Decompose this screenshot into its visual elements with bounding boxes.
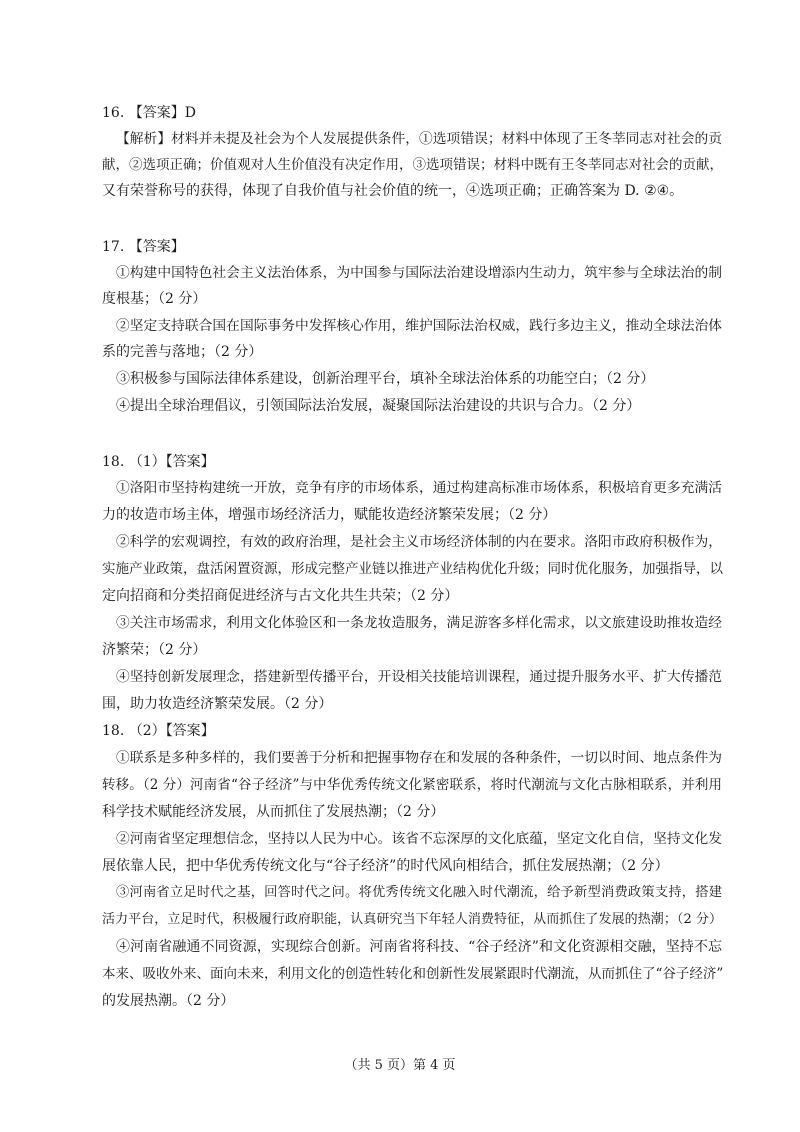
q18-1-line: 力的妆造市场主体，增强市场经济活力，赋能妆造经济繁荣发展；（2 分） bbox=[102, 507, 557, 523]
q18-1-line: ②科学的宏观调控，有效的政府治理，是社会主义市场经济体制的内在要求。洛阳市政府积极作为， bbox=[116, 534, 722, 550]
q18-2-line: 展依靠人民，把中华优秀传统文化与“谷子经济”的时代风向相结合，抓住发展热潮；（2 分） bbox=[102, 858, 669, 874]
q17-line: 度根基；（2 分） bbox=[102, 291, 207, 307]
q17-line: 系的完善与落地；（2 分） bbox=[102, 344, 263, 360]
q18-2-line: ②河南省坚定理想信念，坚持以人民为中心。该省不忘深厚的文化底蕴，坚定文化自信，坚持文化发 bbox=[116, 831, 722, 847]
q18-1-title: 18. （1）【答案】 bbox=[102, 454, 215, 470]
q16-line: 【解析】材料并未提及社会为个人发展提供条件，①选项错误；材料中体现了王冬莘同志对社会的贡 bbox=[116, 131, 722, 147]
q17-line: ③积极参与国际法律体系建设，创新治理平台，填补全球法治体系的功能空白；（2 分） bbox=[116, 371, 655, 387]
q18-2-line: ③河南省立足时代之基，回答时代之问。将优秀传统文化融入时代潮流，给予新型消费政策支持，搭建 bbox=[116, 885, 722, 900]
q18-1-line: 围，助力妆造经济繁荣发展。（2 分） bbox=[102, 696, 333, 712]
q18-2-line: 的发展热潮。（2 分） bbox=[102, 993, 235, 1009]
q18-1-line: 实施产业政策，盘活闲置资源，形成完整产业链以推进产业结构优化升级；同时优化服务，加强指导，以 bbox=[102, 561, 723, 577]
q18-2-line: 转移。（2 分）河南省“谷子经济”与中华优秀传统文化紧密联系，将时代潮流与文化古脉相联系，并利用 bbox=[102, 777, 722, 793]
q18-2-line: 本来、吸收外来、面向未来，利用文化的创造性转化和创新性发展紧跟时代潮流，从而抓住了“谷子经济” bbox=[102, 966, 724, 982]
q16-title: 16. 【答案】D bbox=[102, 105, 196, 121]
q17-title: 17. 【答案】 bbox=[102, 239, 185, 255]
q18-2-title: 18. （2）【答案】 bbox=[102, 723, 215, 739]
q16-line: 献，②选项正确；价值观对人生价值没有决定作用，③选项错误；材料中既有王冬莘同志对社会的贡献， bbox=[102, 157, 723, 173]
q18-1-line: ③关注市场需求，利用文化体验区和一条龙妆造服务，满足游客多样化需求，以文旅建设助推妆造经 bbox=[116, 615, 722, 631]
q18-1-line: ④坚持创新发展理念，搭建新型传播平台，开设相关技能培训课程，通过提升服务水平、扩大传播范 bbox=[116, 669, 722, 685]
q16-line: 又有荣誉称号的获得，体现了自我价值与社会价值的统一，④选项正确；正确答案为 D. ②④。 bbox=[102, 183, 684, 199]
q18-2-line: ④河南省融通不同资源，实现综合创新。河南省将科技、“谷子经济”和文化资源相交融，坚持不忘 bbox=[116, 939, 722, 955]
q18-1-line: ①洛阳市坚持构建统一开放，竞争有序的市场体系，通过构建高标准市场体系，积极培育更多充满活 bbox=[116, 480, 722, 496]
q18-1-line: 定向招商和分类招商促进经济与古文化共生共荣；（2 分） bbox=[102, 588, 459, 604]
page-number: （共 5 页）第 4 页 bbox=[344, 1058, 456, 1073]
q18-2-line: ①联系是多种多样的，我们要善于分析和把握事物存在和发展的各种条件，一切以时间、地点条件为 bbox=[116, 750, 722, 766]
q18-2-line: 科学技术赋能经济发展，从而抓住了发展热潮；（2 分） bbox=[102, 804, 445, 820]
q18-2-line: 活力平台，立足时代，积极履行政府职能，认真研究当下年轻人消费特征，从而抓住了发展的热潮；（2 分） bbox=[102, 912, 722, 927]
q17-line: ②坚定支持联合国在国际事务中发挥核心作用，维护国际法治权威，践行多边主义，推动全球法治体 bbox=[116, 318, 722, 334]
q17-line: ①构建中国特色社会主义法治体系，为中国参与国际法治建设增添内生动力，筑牢参与全球法治的制 bbox=[116, 265, 722, 281]
q17-line: ④提出全球治理倡议，引领国际法治发展，凝聚国际法治建设的共识与合力。（2 分） bbox=[116, 398, 641, 414]
q18-1-line: 济繁荣；（2 分） bbox=[102, 642, 207, 658]
